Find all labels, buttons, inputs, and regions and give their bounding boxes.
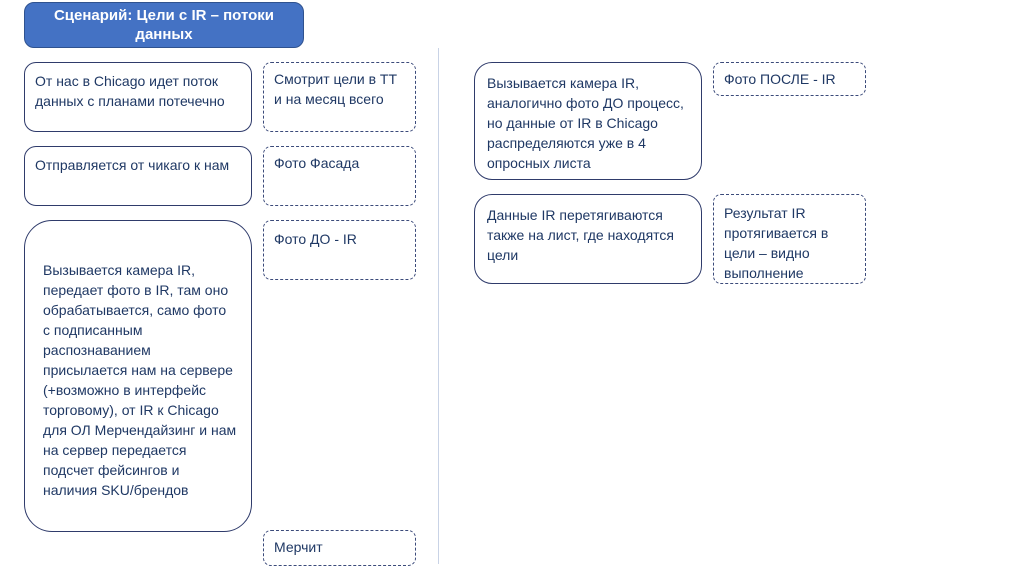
note-box-ir-result <box>713 194 866 284</box>
note-text: Смотрит цели в ТТ и на месяц всего <box>274 71 398 107</box>
step-text: От нас в Chicago идет поток данных с планами потечечно <box>35 73 225 109</box>
step-text: Вызывается камера IR, аналогично фото ДО процесс, но данные от IR в Chicago распределяются уже в 4 опросных листа <box>487 75 684 171</box>
step-text: Отправляется от чикаго к нам <box>35 157 230 173</box>
note-text: Фото Фасада <box>274 155 360 171</box>
note-box-facade-photo <box>263 146 416 206</box>
column-divider <box>438 48 439 564</box>
note-text: Результат IR протягивается в цели – видно выполнение <box>724 205 829 281</box>
step-text: Данные IR перетягиваются также на лист, где находятся цели <box>487 207 674 263</box>
step-text: Вызывается камера IR, передает фото в IR, там оно обрабатывается, само фото с подписанным распознаванием присылается нам на сервере (+возможно в интерфейс торговому), от IR к Chicago для ОЛ Мерчендайзинг и нам на сервер передается подсчет фейсингов и наличия SKU/брендов <box>43 262 237 498</box>
note-box-photo-after <box>713 62 866 96</box>
slide-title <box>24 2 304 48</box>
note-text: Фото ПОСЛЕ - IR <box>724 71 836 87</box>
step-box-send-from-chicago <box>24 146 252 206</box>
note-box-photo-before <box>263 220 416 280</box>
slide-title-text: Сценарий: Цели с IR – потоки данных <box>53 7 275 43</box>
note-text: Фото ДО - IR <box>274 231 357 247</box>
step-box-ir-to-sheet <box>474 194 702 284</box>
step-box-ir-camera-before <box>24 220 252 532</box>
step-box-plans-flow <box>24 62 252 132</box>
note-box-check-goals <box>263 62 416 132</box>
note-text: Мерчит <box>274 539 323 555</box>
step-box-ir-camera-after <box>474 62 702 180</box>
note-box-merchandise <box>263 530 416 566</box>
